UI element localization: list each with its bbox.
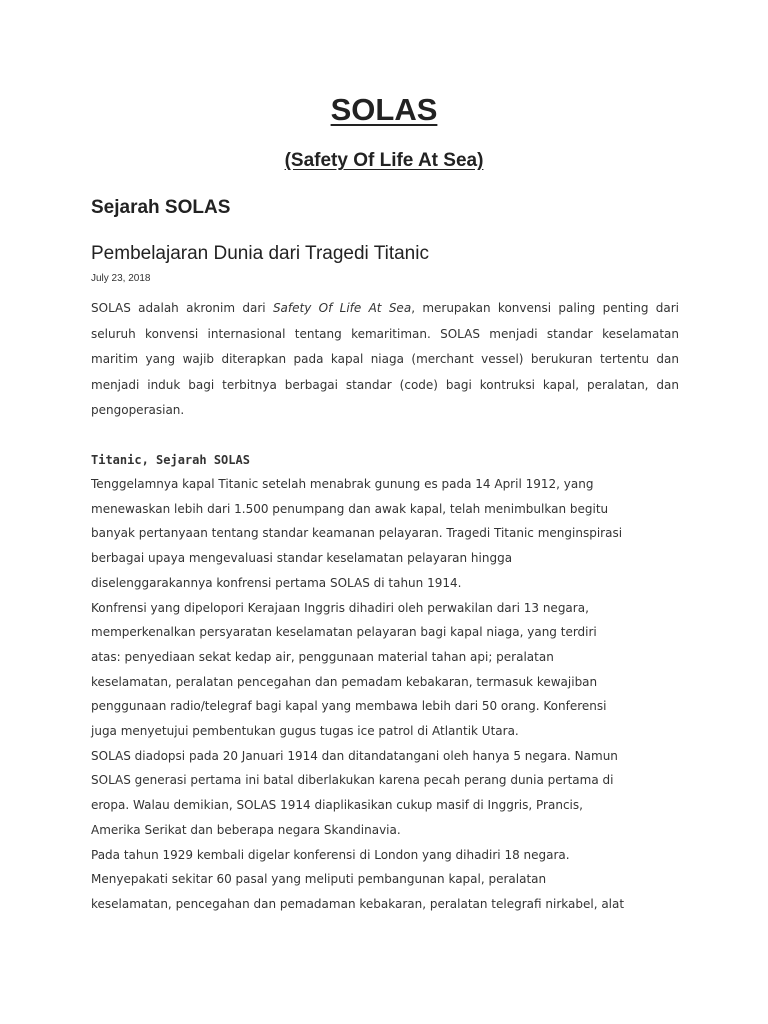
post-date: July 23, 2018 bbox=[91, 273, 151, 284]
body-line: diselenggarakannya konfrensi pertama SOLAS di tahun 1914. bbox=[91, 575, 462, 590]
body-line: eropa. Walau demikian, SOLAS 1914 diaplikasikan cukup masif di Inggris, Prancis, bbox=[91, 798, 583, 813]
body-line: Tenggelamnya kapal Titanic setelah menabrak gunung es pada 14 April 1912, yang bbox=[91, 477, 594, 491]
body-line: banyak pertanyaan tentang standar keamanan pelayaran. Tragedi Titanic menginspirasi bbox=[91, 526, 623, 541]
intro-italic-term: Safety Of Life At Sea bbox=[272, 301, 412, 315]
body-line: atas: penyediaan sekat kedap air, penggunaan material tahan api; peralatan bbox=[91, 649, 554, 664]
body-line: Pada tahun 1929 kembali digelar konferensi di London yang dihadiri 18 negara. bbox=[91, 847, 570, 862]
body-text bbox=[91, 472, 691, 917]
body-line: keselamatan, peralatan pencegahan dan pemadam kebakaran, termasuk kewajiban bbox=[91, 674, 598, 689]
sub-heading: Titanic, Sejarah SOLAS bbox=[91, 453, 250, 467]
body-line: Menyepakati sekitar 60 pasal yang meliputi pembangunan kapal, peralatan bbox=[91, 872, 547, 887]
document-subtitle: (Safety Of Life At Sea) bbox=[284, 150, 484, 171]
body-line: SOLAS generasi pertama ini batal diberlakukan karena pecah perang dunia pertama di bbox=[91, 773, 614, 788]
section-heading: Sejarah SOLAS bbox=[91, 197, 231, 218]
document-title: SOLAS bbox=[330, 92, 438, 127]
post-title: Pembelajaran Dunia dari Tragedi Titanic bbox=[91, 243, 429, 264]
body-line: menewaskan lebih dari 1.500 penumpang dan awak kapal, telah menimbulkan begitu bbox=[91, 501, 609, 516]
intro-text-start: SOLAS adalah akronim dari bbox=[91, 301, 273, 315]
body-line: Konfrensi yang dipelopori Kerajaan Inggris dihadiri oleh perwakilan dari 13 negara, bbox=[91, 600, 589, 615]
body-line: SOLAS diadopsi pada 20 Januari 1914 dan ditandatangani oleh hanya 5 negara. Namun bbox=[91, 748, 618, 763]
body-line: juga menyetujui pembentukan gugus tugas ice patrol di Atlantik Utara. bbox=[91, 724, 519, 739]
body-line: penggunaan radio/telegraf bagi kapal yang membawa lebih dari 50 orang. Konferensi bbox=[91, 699, 607, 714]
body-line: keselamatan, pencegahan dan pemadaman kebakaran, peralatan telegrafi nirkabel, alat bbox=[91, 896, 625, 911]
intro-text-end: , merupakan konvensi paling penting dari seluruh konvensi internasional tentang kemaritiman. SOLAS menjadi standar keselamatan maritim yang wajib diterapkan pada kapal niaga (merchant vessel) berukuran tertentu dan menjadi induk bagi terbitnya berbagai standar (code) bagi kontruksi kapal, peralatan, dan pengoperasian. bbox=[91, 301, 680, 417]
intro-paragraph bbox=[91, 296, 679, 424]
body-line: memperkenalkan persyaratan keselamatan pelayaran bagi kapal niaga, yang terdiri bbox=[91, 625, 597, 640]
body-line: berbagai upaya mengevaluasi standar keselamatan pelayaran hingga bbox=[91, 551, 513, 566]
body-line: Amerika Serikat dan beberapa negara Skandinavia. bbox=[91, 822, 401, 837]
